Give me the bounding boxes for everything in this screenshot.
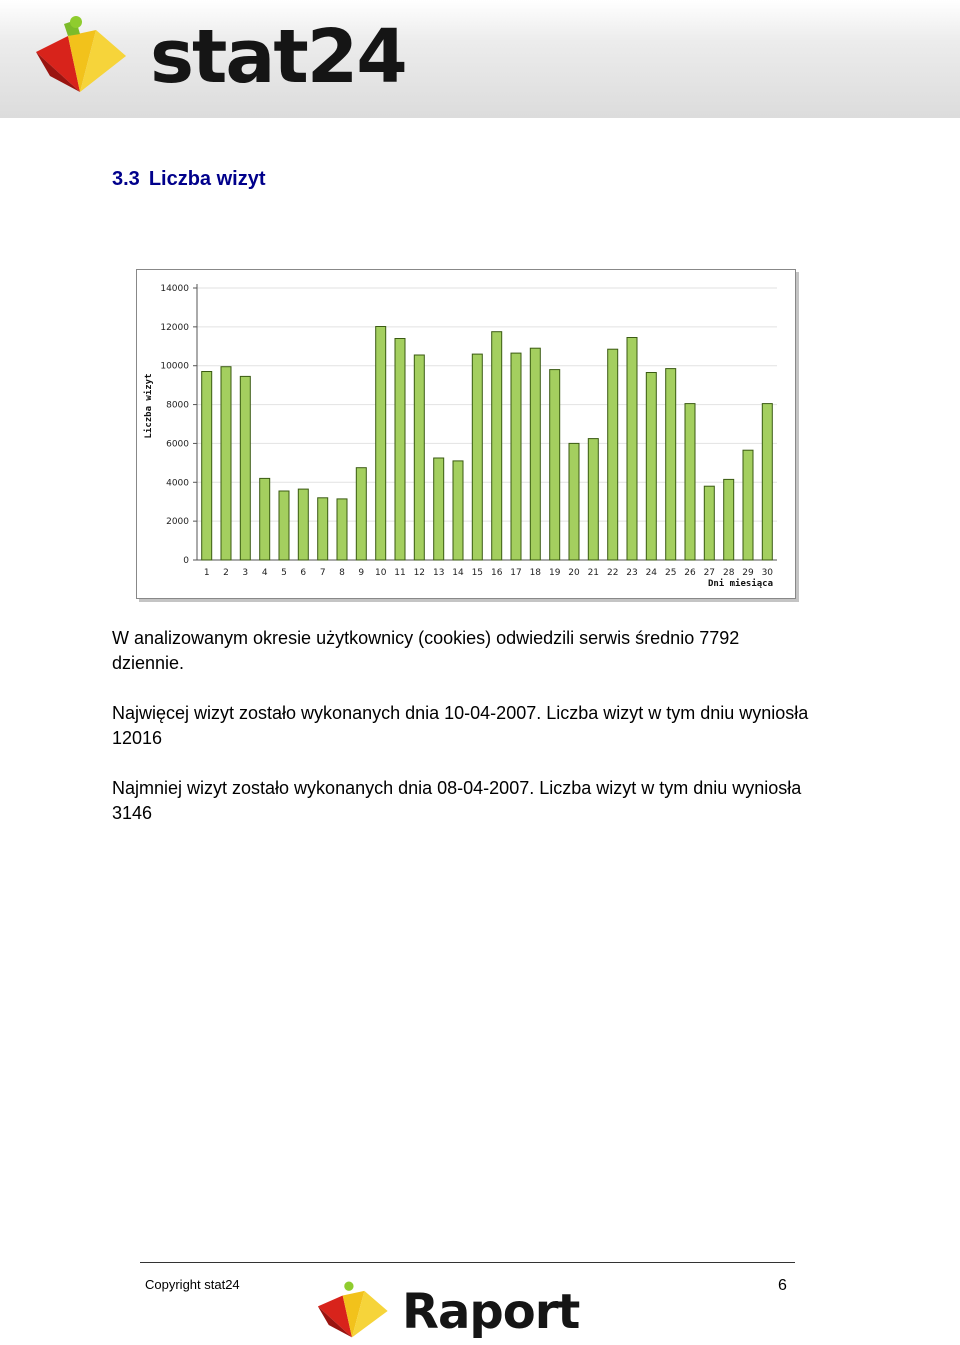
y-axis-title: Liczba wizyt (144, 373, 154, 439)
bar-day-3 (240, 376, 250, 560)
raport-logo-icon (313, 1280, 391, 1342)
y-tick-label: 14000 (160, 284, 189, 294)
bar-day-25 (666, 369, 676, 560)
bar-day-16 (492, 332, 502, 560)
x-tick-label: 13 (432, 568, 445, 578)
bar-day-26 (685, 404, 695, 560)
page-number: 6 (778, 1277, 787, 1294)
x-tick-label: 18 (529, 568, 542, 578)
x-tick-label: 1 (203, 568, 210, 578)
bar-day-8 (337, 499, 347, 560)
section-number: 3.3 (112, 168, 140, 190)
average-visits-text: W analizowanym okresie użytkownicy (cookies) odwiedzili serwis średnio 7792 dziennie. (112, 628, 740, 673)
x-tick-label: 25 (664, 568, 677, 578)
bar-day-2 (221, 367, 231, 560)
x-tick-label: 9 (358, 568, 365, 578)
x-tick-label: 5 (281, 568, 287, 578)
section-heading (112, 168, 266, 191)
bar-day-5 (279, 491, 289, 560)
min-visits-text: Najmniej wizyt zostało wykonanych dnia 08-04-2007. Liczba wizyt w tym dniu wyniosła 3146 (112, 778, 802, 823)
bar-day-22 (608, 349, 618, 560)
raport-wordmark: Raport (402, 1284, 580, 1340)
x-tick-label: 2 (223, 568, 229, 578)
bar-day-24 (646, 373, 656, 561)
visits-chart (136, 269, 796, 599)
bar-day-17 (511, 353, 521, 560)
logo-wordmark: stat24 (150, 14, 406, 100)
x-tick-label: 3 (242, 568, 249, 578)
y-tick-label: 0 (183, 556, 189, 566)
bar-day-6 (298, 489, 308, 560)
x-tick-label: 20 (568, 568, 580, 578)
bar-day-21 (588, 439, 598, 560)
bar-day-28 (724, 479, 734, 560)
bar-day-20 (569, 443, 579, 560)
bar-day-4 (260, 478, 270, 560)
bar-day-27 (704, 486, 714, 560)
x-tick-label: 23 (626, 568, 638, 578)
x-tick-label: 19 (548, 568, 561, 578)
y-tick-label: 4000 (166, 478, 189, 489)
y-tick-label: 8000 (166, 400, 189, 411)
y-tick-label: 2000 (166, 517, 189, 528)
bar-day-13 (434, 458, 444, 560)
bar-day-30 (762, 404, 772, 560)
x-tick-label: 14 (452, 568, 464, 578)
bar-day-18 (530, 348, 540, 560)
visits-bar-chart (137, 270, 795, 598)
bar-day-14 (453, 461, 463, 560)
y-tick-label: 6000 (166, 439, 189, 450)
x-tick-label: 21 (587, 568, 600, 578)
x-tick-label: 22 (606, 568, 619, 578)
x-tick-label: 28 (722, 568, 735, 578)
x-tick-label: 17 (510, 568, 522, 578)
x-tick-label: 6 (300, 568, 307, 578)
max-visits-text: Najwięcej wizyt zostało wykonanych dnia 10-04-2007. Liczba wizyt w tym dniu wyniosła 12016 (112, 703, 809, 748)
x-tick-label: 4 (261, 568, 268, 578)
bar-day-19 (550, 370, 560, 560)
x-tick-label: 30 (761, 568, 774, 578)
bar-day-12 (414, 355, 424, 560)
x-tick-label: 8 (339, 568, 345, 578)
copyright-text: Copyright stat24 (145, 1277, 240, 1292)
x-tick-label: 24 (645, 568, 658, 578)
footer-divider (140, 1262, 795, 1263)
x-tick-label: 10 (374, 568, 387, 578)
y-tick-label: 10000 (160, 361, 189, 372)
x-tick-label: 16 (490, 568, 503, 578)
y-tick-label: 12000 (160, 322, 189, 333)
x-tick-label: 7 (319, 568, 326, 578)
x-tick-label: 12 (413, 568, 426, 578)
bar-day-29 (743, 450, 753, 560)
page-header (0, 0, 960, 118)
bar-day-9 (356, 468, 366, 560)
stat24-logo-icon (30, 14, 130, 106)
x-tick-label: 27 (703, 568, 716, 578)
bar-day-15 (472, 354, 482, 560)
x-tick-label: 11 (394, 568, 406, 578)
x-tick-label: 15 (471, 568, 484, 578)
bar-day-1 (202, 372, 212, 561)
x-tick-label: 26 (684, 568, 696, 578)
bar-day-7 (318, 498, 328, 560)
bar-day-10 (376, 327, 386, 561)
bar-day-11 (395, 339, 405, 561)
section-title: Liczba wizyt (148, 168, 266, 190)
bar-day-23 (627, 338, 637, 561)
x-tick-label: 29 (742, 568, 754, 578)
x-axis-title: Dni miesiąca (707, 579, 773, 589)
